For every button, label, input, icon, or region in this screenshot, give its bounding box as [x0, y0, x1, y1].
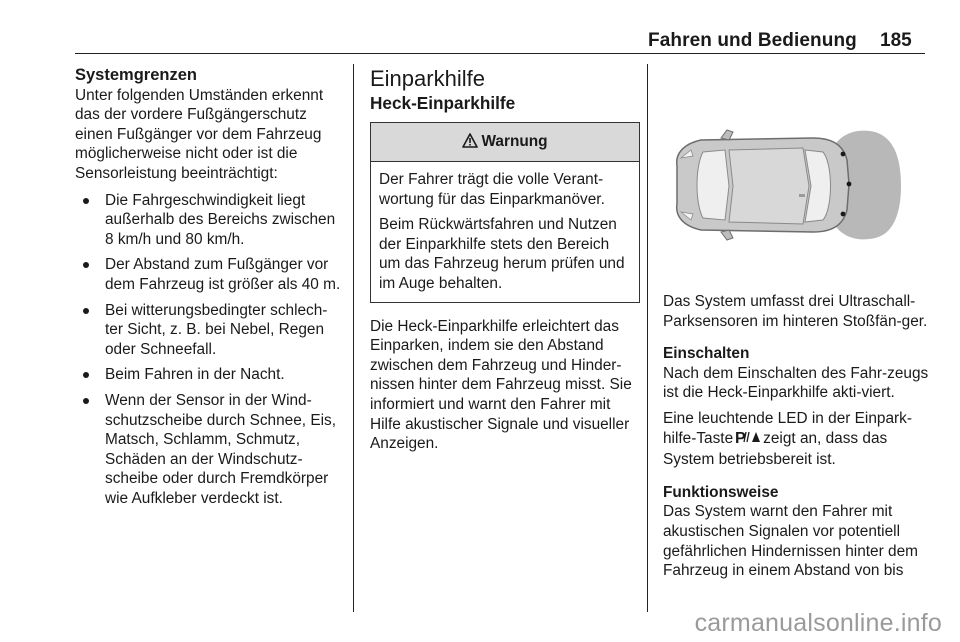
figure-caption: Das System umfasst drei Ultraschall-Parksensoren im hinteren Stoßfän-ger. — [663, 293, 928, 330]
warning-title: Warnung — [481, 133, 548, 150]
led-text-end: zeigt an, dass das System betriebsbereit ist. — [663, 429, 888, 469]
column-systemgrenzen — [75, 66, 345, 514]
list-item — [75, 191, 345, 250]
page-number: 185 — [880, 30, 912, 51]
section-heading-systemgrenzen: Systemgrenzen — [75, 66, 197, 84]
subheading-heck-einparkhilfe: Heck-Einparkhilfe — [370, 93, 516, 113]
warning-header — [371, 123, 639, 162]
section-heading-einparkhilfe: Einparkhilfe — [370, 66, 485, 91]
column-einparkhilfe — [370, 66, 640, 454]
led-paragraph — [663, 409, 929, 470]
column-divider-2 — [647, 64, 648, 612]
warning-paragraph: Beim Rückwärtsfahren und Nutzen der Einparkhilfe stets den Bereich um das Fahrzeug herum prüfen und im Auge behalten. — [379, 216, 625, 292]
subheading-einschalten: Einschalten — [663, 345, 750, 363]
limitation-list — [75, 191, 345, 509]
funktionsweise-paragraph: Das System warnt den Fahrer mit akustischen Signalen vor potentiell gefährlichen Hindernissen hinter dem Fahrzeug in einem Abstand von bis — [663, 503, 918, 580]
body-paragraph: Die Heck-Einparkhilfe erleichtert das Einparken, indem sie den Abstand zwischen dem Fahrzeug und Hinder-nissen hinter dem Fahrzeug misst. Sie informiert und warnt den Fahrer mit Hilfe akustischer Signale und visueller Anzeigen. — [370, 317, 632, 453]
list-item — [75, 365, 345, 385]
list-item — [75, 391, 345, 509]
warning-paragraph: Der Fahrer trägt die volle Verant-wortung für das Einparkmanöver. — [379, 171, 605, 208]
warning-triangle-icon — [462, 125, 478, 163]
warning-body — [371, 162, 639, 302]
warning-box — [370, 122, 640, 303]
list-item-text: Wenn der Sensor in der Wind-schutzscheibe durch Schnee, Eis, Matsch, Schlamm, Schmutz, Schäden an der Windschutz-scheibe oder durch Fremdkörper wie Aufkleber verdeckt ist. — [105, 391, 336, 507]
list-item-text: Die Fahrgeschwindigkeit liegt außerhalb des Bereichs zwischen 8 km/h und 80 km/h. — [105, 191, 336, 248]
list-item-text: Bei witterungsbedingter schlech-ter Sicht, z. B. bei Nebel, Regen oder Schneefall. — [105, 301, 328, 358]
bullet-icon — [83, 308, 89, 314]
einschalten-paragraph: Nach dem Einschalten des Fahr-zeugs ist die Heck-Einparkhilfe akti-viert. — [663, 364, 929, 402]
column-divider-1 — [353, 64, 354, 612]
parking-sensor-illustration — [663, 74, 927, 276]
list-item-text: Beim Fahren in der Nacht. — [105, 366, 285, 384]
bullet-icon — [83, 262, 89, 268]
park-assist-key-icon — [735, 429, 761, 451]
list-item — [75, 255, 345, 294]
subheading-funktionsweise: Funktionsweise — [663, 483, 779, 501]
bullet-icon — [83, 372, 89, 378]
svg-text:P: P — [735, 429, 746, 445]
header-rule — [75, 53, 925, 54]
watermark: carmanualsonline.info — [694, 609, 942, 637]
bullet-icon — [83, 398, 89, 404]
list-item — [75, 301, 345, 360]
column-system-description — [663, 292, 929, 581]
bullet-icon — [83, 198, 89, 204]
page-header-title: Fahren und Bedienung — [648, 30, 857, 51]
intro-paragraph: Unter folgenden Umständen erkennt das der vordere Fußgängerschutz einen Fußgänger vor dem Fahrzeug möglicherweise nicht oder ist die Sensorleistung beeinträchtigt: — [75, 86, 324, 182]
led-text-start: Eine leuchtende LED in der Einpark-hilfe-Taste — [663, 409, 912, 447]
list-item-text: Der Abstand zum Fußgänger vor dem Fahrzeug ist größer als 40 m. — [105, 256, 341, 293]
